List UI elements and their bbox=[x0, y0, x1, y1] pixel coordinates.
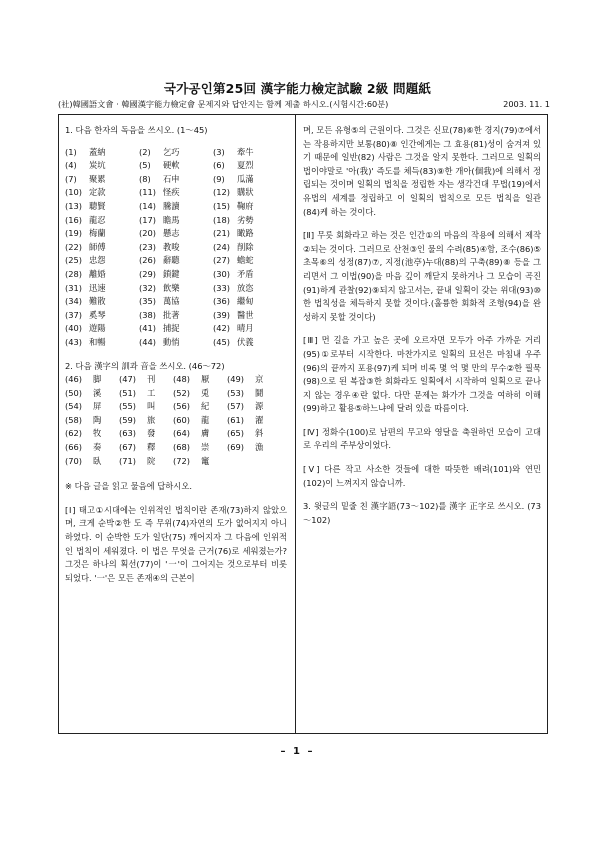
item-number: (2) bbox=[139, 146, 151, 157]
item-number: (41) bbox=[139, 323, 157, 334]
hanja-character: 源 bbox=[255, 401, 264, 412]
reading-item bbox=[213, 200, 287, 214]
reading-item bbox=[213, 322, 287, 336]
question-1-row bbox=[65, 159, 287, 173]
hanja-word: 聚累 bbox=[89, 173, 106, 184]
hanja-character: 鬪 bbox=[255, 387, 264, 398]
hanja-word: 鎖鍵 bbox=[163, 268, 180, 279]
hanja-word: 晴月 bbox=[237, 323, 254, 334]
hanja-word: 奚琴 bbox=[89, 309, 106, 320]
item-number: (27) bbox=[213, 255, 231, 266]
hanja-character: 溪 bbox=[93, 387, 102, 398]
passage-1-continued: 며, 모든 유형⑤의 근원이다. 그것은 신묘(78)⑥한 경지(79)⑦에서는 작용하지만 보통(80)⑧ 인간에게는 그 효용(81)성이 숨겨져 있기 때문에 일반(82) 사람은 그것을 알지 못한다. 그러므로 일획의 법이야말로 '아(我)' 즉도를 체득(83)⑨한 개아(個我)에 의해서 정립되는 것이며 일획의 법칙을 정립한 자는 생각건대 무법(19)에서 유법의 세계를 정립하고 이 일획의 법칙으로 모든 법칙을 일관(84)케 하는 것이다. bbox=[303, 125, 541, 217]
passage-2: [Ⅱ] 무릇 회화라고 하는 것은 인간①의 마음의 작용에 의해서 제작②되는 것이다. 그러므로 산천③인 물의 수려(85)④함, 조수(86)⑤ 초목⑥의 성정(87)⑦, 지정(池亭)누대(88)의 구축(89)⑧ 등을 그리면서 그 이법(90)을 마음 깊이 깨닫지 못하거나 그 모습이 곡진(91)하게 관찰(92)⑨되지 않고서는, 끝내 일획이 갖는 위대(93)⑩한 법칙성을 체득하지 못할 것이다.(훌륭한 회화적 조형(94)을 완성하지 못할 것이다) bbox=[303, 230, 541, 322]
item-number: (53) bbox=[227, 387, 245, 398]
hanja-word: 蟾蛇 bbox=[237, 255, 254, 266]
question-1-row bbox=[65, 322, 287, 336]
hanja-word: 削除 bbox=[237, 241, 254, 252]
reading-item bbox=[213, 186, 287, 200]
question-1-row bbox=[65, 214, 287, 228]
character-item bbox=[65, 387, 119, 401]
item-number: (6) bbox=[213, 160, 225, 171]
hanja-word: 騰讀 bbox=[163, 200, 180, 211]
hanja-word: 瞻馬 bbox=[163, 214, 180, 225]
hanja-word: 瞰路 bbox=[237, 228, 254, 239]
item-number: (38) bbox=[139, 309, 157, 320]
character-item bbox=[173, 427, 227, 441]
character-item bbox=[227, 387, 281, 401]
reading-item bbox=[139, 146, 213, 160]
reading-item bbox=[65, 186, 139, 200]
passage-3: [Ⅲ] 먼 길을 가고 높은 곳에 오르자면 모두가 아주 가까운 거리(95)①로부터 시작한다. 마찬가지로 일획의 묘선은 마침내 우주(96)의 끝까지 포용(97)케 되며 비록 몇 억 몇 만의 무수②한 필묵(98)으로 된 복잡③한 회화라도 일획에서 시작하여 일획으로 끝나지 않는 경우④란 없다. 다만 문제는 화가가 그것을 여하히 이해(99)하고 활용⑤하느냐에 달려 있을 따름이다. bbox=[303, 335, 541, 414]
item-number: (65) bbox=[227, 428, 245, 439]
hanja-character: 京 bbox=[255, 374, 264, 385]
item-number: (67) bbox=[119, 442, 137, 453]
hanja-word: 乞巧 bbox=[163, 146, 180, 157]
reading-item bbox=[139, 336, 213, 350]
question-2-row bbox=[65, 427, 287, 441]
hanja-word: 購狀 bbox=[237, 187, 254, 198]
character-item bbox=[119, 441, 173, 455]
hanja-character: 紀 bbox=[201, 401, 210, 412]
reading-item bbox=[65, 159, 139, 173]
item-number: (61) bbox=[227, 414, 245, 425]
item-number: (13) bbox=[65, 200, 83, 211]
reading-item bbox=[213, 227, 287, 241]
item-number: (1) bbox=[65, 146, 77, 157]
item-number: (70) bbox=[65, 455, 83, 466]
hanja-word: 迅速 bbox=[89, 282, 106, 293]
item-number: (51) bbox=[119, 387, 137, 398]
character-item bbox=[173, 373, 227, 387]
item-number: (31) bbox=[65, 282, 83, 293]
reading-item bbox=[139, 186, 213, 200]
character-item bbox=[119, 387, 173, 401]
hanja-character: 龍 bbox=[201, 414, 210, 425]
item-number: (36) bbox=[213, 296, 231, 307]
hanja-character: 院 bbox=[147, 455, 156, 466]
item-number: (58) bbox=[65, 414, 83, 425]
hanja-word: 牽牛 bbox=[237, 146, 254, 157]
item-number: (25) bbox=[65, 255, 83, 266]
question-1-row bbox=[65, 282, 287, 296]
reading-item bbox=[139, 227, 213, 241]
question-1-row bbox=[65, 268, 287, 282]
question-2-title: 2. 다음 漢字의 訓과 音을 쓰시오. (46～72) bbox=[65, 360, 225, 371]
question-2-row bbox=[65, 400, 287, 414]
item-number: (57) bbox=[227, 401, 245, 412]
character-item bbox=[65, 373, 119, 387]
item-number: (23) bbox=[139, 241, 157, 252]
reading-item bbox=[213, 173, 287, 187]
hanja-character: 兎 bbox=[201, 387, 210, 398]
hanja-word: 梅蘭 bbox=[89, 228, 106, 239]
item-number: (39) bbox=[213, 309, 231, 320]
item-number: (56) bbox=[173, 401, 191, 412]
question-1-row bbox=[65, 295, 287, 309]
item-number: (3) bbox=[213, 146, 225, 157]
item-number: (18) bbox=[213, 214, 231, 225]
hanja-character: 牧 bbox=[93, 428, 102, 439]
hanja-character: 刊 bbox=[147, 374, 156, 385]
character-item bbox=[227, 400, 281, 414]
item-number: (34) bbox=[65, 296, 83, 307]
hanja-character: 奏 bbox=[93, 442, 102, 453]
item-number: (19) bbox=[65, 228, 83, 239]
character-item bbox=[173, 414, 227, 428]
item-number: (48) bbox=[173, 374, 191, 385]
character-item bbox=[173, 441, 227, 455]
hanja-character: 工 bbox=[147, 387, 156, 398]
reading-item bbox=[139, 214, 213, 228]
character-item bbox=[227, 414, 281, 428]
reading-item bbox=[213, 282, 287, 296]
item-number: (32) bbox=[139, 282, 157, 293]
item-number: (72) bbox=[173, 455, 191, 466]
question-1-row bbox=[65, 200, 287, 214]
character-item bbox=[65, 414, 119, 428]
hanja-character: 膚 bbox=[201, 428, 210, 439]
reading-item bbox=[213, 241, 287, 255]
item-number: (43) bbox=[65, 336, 83, 347]
reading-item bbox=[65, 309, 139, 323]
reading-item bbox=[139, 282, 213, 296]
item-number: (24) bbox=[213, 241, 231, 252]
item-number: (12) bbox=[213, 187, 231, 198]
question-2-row bbox=[65, 387, 287, 401]
question-1-list bbox=[65, 146, 287, 350]
reading-item bbox=[65, 241, 139, 255]
hanja-word: 怪疾 bbox=[163, 187, 180, 198]
item-number: (17) bbox=[139, 214, 157, 225]
item-number: (66) bbox=[65, 442, 83, 453]
item-number: (45) bbox=[213, 336, 231, 347]
reading-item bbox=[139, 173, 213, 187]
header-subline bbox=[58, 99, 550, 110]
character-item bbox=[173, 455, 227, 469]
item-number: (47) bbox=[119, 374, 137, 385]
hanja-word: 動悄 bbox=[163, 336, 180, 347]
hanja-character: 臥 bbox=[93, 455, 102, 466]
reading-item bbox=[139, 241, 213, 255]
character-item bbox=[65, 427, 119, 441]
question-1-title: 1. 다음 한자의 독음을 쓰시오. (1～45) bbox=[65, 125, 208, 135]
character-item bbox=[119, 400, 173, 414]
reading-item bbox=[139, 268, 213, 282]
character-item bbox=[227, 441, 281, 455]
question-2-row bbox=[65, 455, 287, 469]
item-number: (50) bbox=[65, 387, 83, 398]
reading-item bbox=[65, 227, 139, 241]
hanja-word: 離婚 bbox=[89, 268, 106, 279]
item-number: (42) bbox=[213, 323, 231, 334]
character-item bbox=[173, 387, 227, 401]
item-number: (16) bbox=[65, 214, 83, 225]
reading-item bbox=[65, 322, 139, 336]
hanja-word: 聰賢 bbox=[89, 200, 106, 211]
hanja-word: 定款 bbox=[89, 187, 106, 198]
item-number: (54) bbox=[65, 401, 83, 412]
question-1-row bbox=[65, 309, 287, 323]
hanja-word: 教唆 bbox=[163, 241, 180, 252]
item-number: (60) bbox=[173, 414, 191, 425]
item-number: (46) bbox=[65, 374, 83, 385]
question-2-row bbox=[65, 373, 287, 387]
item-number: (55) bbox=[119, 401, 137, 412]
item-number: (14) bbox=[139, 200, 157, 211]
reading-item bbox=[213, 295, 287, 309]
question-1-row bbox=[65, 146, 287, 160]
page-number: – 1 – bbox=[280, 746, 315, 757]
item-number: (33) bbox=[213, 282, 231, 293]
hanja-word: 辭聽 bbox=[163, 255, 180, 266]
item-number: (52) bbox=[173, 387, 191, 398]
hanja-character: 釋 bbox=[147, 442, 156, 453]
item-number: (64) bbox=[173, 428, 191, 439]
item-number: (15) bbox=[213, 200, 231, 211]
item-number: (4) bbox=[65, 160, 77, 171]
hanja-word: 萬協 bbox=[163, 296, 180, 307]
hanja-character: 叫 bbox=[147, 401, 156, 412]
item-number: (71) bbox=[119, 455, 137, 466]
hanja-word: 批著 bbox=[163, 309, 180, 320]
hanja-word: 遊陽 bbox=[89, 323, 106, 334]
character-item bbox=[119, 414, 173, 428]
character-item bbox=[65, 455, 119, 469]
hanja-character: 陶 bbox=[93, 414, 102, 425]
hanja-word: 伏義 bbox=[237, 336, 254, 347]
hanja-character: 崇 bbox=[201, 442, 210, 453]
reading-item bbox=[139, 159, 213, 173]
reading-item bbox=[139, 295, 213, 309]
item-number: (9) bbox=[213, 173, 225, 184]
question-1-row bbox=[65, 241, 287, 255]
item-number: (5) bbox=[139, 160, 151, 171]
reading-item bbox=[213, 268, 287, 282]
reading-item bbox=[213, 254, 287, 268]
reading-item bbox=[213, 146, 287, 160]
hanja-character: 發 bbox=[147, 428, 156, 439]
character-item bbox=[119, 427, 173, 441]
hanja-character: 旅 bbox=[147, 414, 156, 425]
page-title: 국가공인第25回 漢字能力檢定試驗 2級 問題紙 bbox=[163, 81, 432, 96]
hanja-word: 飲樂 bbox=[163, 282, 180, 293]
reading-item bbox=[65, 268, 139, 282]
reading-item bbox=[213, 309, 287, 323]
character-item bbox=[119, 455, 173, 469]
character-item bbox=[65, 441, 119, 455]
item-number: (26) bbox=[139, 255, 157, 266]
reading-item bbox=[65, 282, 139, 296]
hanja-character: 斜 bbox=[255, 428, 264, 439]
hanja-character: 脚 bbox=[93, 374, 102, 385]
question-frame bbox=[58, 114, 548, 734]
hanja-word: 放恣 bbox=[237, 282, 254, 293]
hanja-word: 矛盾 bbox=[237, 268, 254, 279]
question-2-list bbox=[65, 373, 287, 468]
reading-item bbox=[139, 200, 213, 214]
item-number: (69) bbox=[227, 442, 245, 453]
character-item bbox=[119, 373, 173, 387]
item-number: (68) bbox=[173, 442, 191, 453]
item-number: (44) bbox=[139, 336, 157, 347]
hanja-word: 師傅 bbox=[89, 241, 106, 252]
left-column bbox=[65, 124, 287, 595]
character-item bbox=[65, 400, 119, 414]
reading-item bbox=[139, 322, 213, 336]
character-item bbox=[227, 427, 281, 441]
question-2-row bbox=[65, 441, 287, 455]
question-1-row bbox=[65, 254, 287, 268]
reading-item bbox=[65, 146, 139, 160]
item-number: (29) bbox=[139, 268, 157, 279]
question-3-title: 3. 윗글의 밑줄 친 漢字語(73～102)를 漢字 正字로 쓰시오. (73～102) bbox=[303, 501, 541, 525]
item-number: (10) bbox=[65, 187, 83, 198]
hanja-word: 懸志 bbox=[163, 228, 180, 239]
right-column bbox=[303, 124, 541, 537]
character-item bbox=[173, 400, 227, 414]
question-1-row bbox=[65, 173, 287, 187]
item-number: (7) bbox=[65, 173, 77, 184]
hanja-word: 醫世 bbox=[237, 309, 254, 320]
reading-item bbox=[65, 173, 139, 187]
hanja-character: 厭 bbox=[201, 374, 210, 385]
item-number: (35) bbox=[139, 296, 157, 307]
item-number: (37) bbox=[65, 309, 83, 320]
reading-item bbox=[139, 309, 213, 323]
reading-item bbox=[65, 200, 139, 214]
hanja-word: 硬軟 bbox=[163, 160, 180, 171]
item-number: (40) bbox=[65, 323, 83, 334]
item-number: (49) bbox=[227, 374, 245, 385]
hanja-word: 忠怨 bbox=[89, 255, 106, 266]
passage-4: [Ⅳ] 정화수(100)로 남편의 무고와 영달을 축원하던 모습이 고대로 우리의 주부상이었다. bbox=[303, 426, 541, 451]
question-1-row bbox=[65, 227, 287, 241]
hanja-word: 捕捉 bbox=[163, 323, 180, 334]
question-1-row bbox=[65, 336, 287, 350]
question-2-row bbox=[65, 414, 287, 428]
item-number: (30) bbox=[213, 268, 231, 279]
item-number: (22) bbox=[65, 241, 83, 252]
hanja-word: 難散 bbox=[89, 296, 106, 307]
reading-item bbox=[65, 254, 139, 268]
item-number: (11) bbox=[139, 187, 157, 198]
hanja-character: 屏 bbox=[93, 401, 102, 412]
hanja-word: 石申 bbox=[163, 173, 180, 184]
item-number: (62) bbox=[65, 428, 83, 439]
column-divider bbox=[295, 115, 296, 733]
hanja-character: 濯 bbox=[255, 414, 264, 425]
passage-1: [Ⅰ] 태고①시대에는 인위적인 법칙이란 존재(73)하지 않았으며, 크게 순박②한 도 즉 무위(74)자연의 도가 없어지지 아니하였다. 이 순박한 도가 일단(75) 깨어지자 그 다음에 인위적인 법칙이 세워졌다. 이 법은 무엇을 근거(76)로 세워졌는가? 그것은 하나의 획선(77)이 '一'이 그어지는 것으로부터 비롯되었다. '一'은 모든 존재④의 근본이 bbox=[65, 504, 287, 583]
item-number: (28) bbox=[65, 268, 83, 279]
item-number: (63) bbox=[119, 428, 137, 439]
item-number: (59) bbox=[119, 414, 137, 425]
reading-item bbox=[213, 159, 287, 173]
hanja-word: 和暢 bbox=[89, 336, 106, 347]
hanja-character: 漁 bbox=[255, 442, 264, 453]
item-number: (21) bbox=[213, 228, 231, 239]
hanja-word: 蓋納 bbox=[89, 146, 106, 157]
hanja-word: 鞠府 bbox=[237, 200, 254, 211]
item-number: (20) bbox=[139, 228, 157, 239]
character-item bbox=[227, 373, 281, 387]
instruction-note: ※ 다음 글을 읽고 물음에 답하시오. bbox=[65, 481, 192, 492]
passage-5: [Ⅴ] 다른 작고 사소한 것들에 대한 따뜻한 배려(101)와 연민(102)이 느껴지지 않습니까. bbox=[303, 464, 541, 488]
reading-item bbox=[65, 336, 139, 350]
reading-item bbox=[213, 214, 287, 228]
question-1-row bbox=[65, 186, 287, 200]
reading-item bbox=[139, 254, 213, 268]
item-number: (8) bbox=[139, 173, 151, 184]
hanja-character: 竃 bbox=[201, 455, 210, 466]
organization-notice: (社)韓國語文會 · 韓國漢字能力檢定會 문제지와 답안지는 함께 제출 하시오.(시험시간:60분) bbox=[58, 99, 389, 109]
reading-item bbox=[213, 336, 287, 350]
hanja-word: 龍忍 bbox=[89, 214, 106, 225]
hanja-word: 瓜滿 bbox=[237, 173, 254, 184]
exam-date: 2003. 11. 1 bbox=[503, 99, 550, 109]
hanja-word: 劣勢 bbox=[237, 214, 254, 225]
reading-item bbox=[65, 295, 139, 309]
reading-item bbox=[65, 214, 139, 228]
hanja-word: 炭坑 bbox=[89, 160, 106, 171]
hanja-word: 繼甸 bbox=[237, 296, 254, 307]
hanja-word: 夏烈 bbox=[237, 160, 254, 171]
